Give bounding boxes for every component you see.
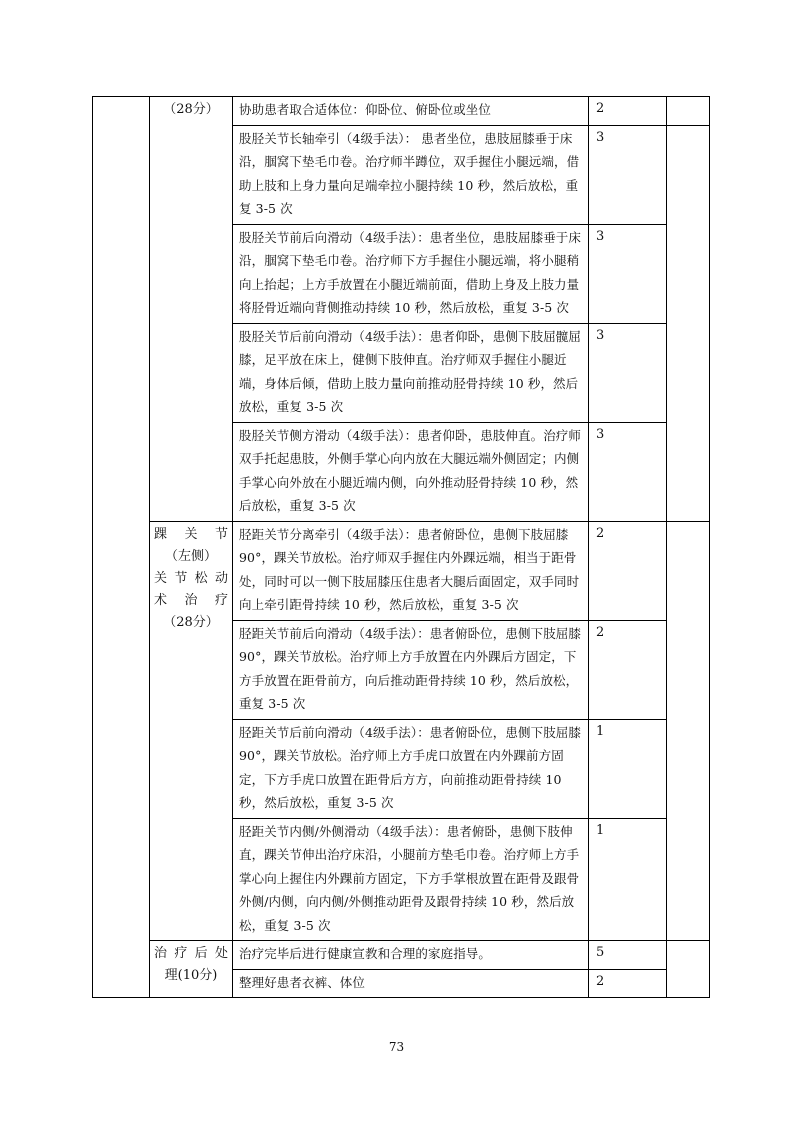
section-label-line: 理(10分) xyxy=(164,968,218,983)
score-blank-cell xyxy=(667,97,710,126)
item-score: 2 xyxy=(589,969,667,998)
item-description: 股胫关节侧方滑动（4级手法）：患者仰卧，患肢伸直。治疗师双手托起患肢，外侧手掌心向内放在大腿远端外侧固定；内侧手掌心向外放在小腿近端内侧，向外推动胫骨持续 10 秒，然后放松，重复 3-5 次 xyxy=(233,422,589,521)
section-label-b xyxy=(150,521,233,941)
item-description: 股胫关节长轴牵引（4级手法）： 患者坐位，患肢屈膝垂于床沿，腘窝下垫毛巾卷。治疗师半蹲位，双手握住小腿远端，借助上肢和上身力量向足端牵拉小腿持续 10 秒，然后放松，重复 3-5 次 xyxy=(233,125,589,224)
section-label-line: （28分） xyxy=(163,614,219,630)
score-blank-cell xyxy=(667,125,710,521)
section-label-a xyxy=(150,97,233,522)
blank-outer-column xyxy=(93,97,150,998)
item-score: 3 xyxy=(589,125,667,224)
item-score: 5 xyxy=(589,941,667,970)
section-label-line: 术治疗 xyxy=(154,592,228,608)
item-description: 胫距关节分离牵引（4级手法）：患者俯卧位，患侧下肢屈膝 90°，踝关节放松。治疗师双手握住内外踝远端，相当于距骨处，同时可以一侧下肢屈膝压住患者大腿后面固定，双手同时向上牵引距骨持续 10 秒，然后放松，重复 3-5 次 xyxy=(233,521,589,620)
item-description: 胫距关节内侧/外侧滑动（4级手法）：患者俯卧，患侧下肢伸直，踝关节伸出治疗床沿，小腿前方垫毛巾卷。治疗师上方手掌心向上握住内外踝前方固定，下方手掌根放置在距骨及跟骨外侧/内侧，向内侧/外侧推动距骨及跟骨持续 10 秒，然后放松，重复 3-5 次 xyxy=(233,818,589,941)
item-description: 股胫关节前后向滑动（4级手法）：患者坐位，患肢屈膝垂于床沿，腘窝下垫毛巾卷。治疗师下方手握住小腿远端，将小腿稍向上抬起；上方手放置在小腿近端前面，借助上身及上肢力量将胫骨近端向背侧推动持续 10 秒，然后放松，重复 3-5 次 xyxy=(233,224,589,323)
item-score: 3 xyxy=(589,422,667,521)
item-score: 2 xyxy=(589,97,667,126)
score-blank-cell xyxy=(667,521,710,941)
section-label-line: （左侧） xyxy=(164,548,217,564)
item-description: 胫距关节前后向滑动（4级手法）：患者俯卧位，患侧下肢屈膝 90°，踝关节放松。治疗师上方手放置在内外踝后方固定，下方手放置在距骨前方，向后推动距骨持续 10 秒，然后放松，重复 3-5 次 xyxy=(233,620,589,719)
item-description: 胫距关节后前向滑动（4级手法）：患者俯卧位，患侧下肢屈膝 90°，踝关节放松。治疗师上方手虎口放置在内外踝前方固定，下方手虎口放置在距骨后方方，向前推动距骨持续 10 秒，然后放松，重复 3-5 次 xyxy=(233,719,589,818)
score-blank-cell xyxy=(667,941,710,998)
table-row xyxy=(93,97,710,126)
item-description: 整理好患者衣裤、体位 xyxy=(233,969,589,998)
item-score: 1 xyxy=(589,719,667,818)
section-label-line: 治疗后处 xyxy=(154,946,228,961)
item-score: 2 xyxy=(589,620,667,719)
item-score: 1 xyxy=(589,818,667,941)
item-score: 3 xyxy=(589,224,667,323)
item-description: 股胫关节后前向滑动（4级手法）：患者仰卧，患侧下肢屈髋屈膝，足平放在床上，健侧下肢伸直。治疗师双手握住小腿近端，身体后倾，借助上肢力量向前推动胫骨持续 10 秒，然后放松，重复 3-5 次 xyxy=(233,323,589,422)
item-score: 2 xyxy=(589,521,667,620)
section-label-line: （28分） xyxy=(163,102,219,117)
table-row xyxy=(93,521,710,620)
table-row xyxy=(93,941,710,970)
assessment-table xyxy=(92,96,710,998)
section-label-c xyxy=(150,941,233,998)
page-number: 73 xyxy=(388,1040,405,1054)
item-description: 协助患者取合适体位：仰卧位、俯卧位或坐位 xyxy=(233,97,589,126)
item-description: 治疗完毕后进行健康宣教和合理的家庭指导。 xyxy=(233,941,589,970)
section-label-line: 踝关节 xyxy=(154,526,228,542)
section-label-line: 关节松动 xyxy=(154,570,228,586)
item-score: 3 xyxy=(589,323,667,422)
